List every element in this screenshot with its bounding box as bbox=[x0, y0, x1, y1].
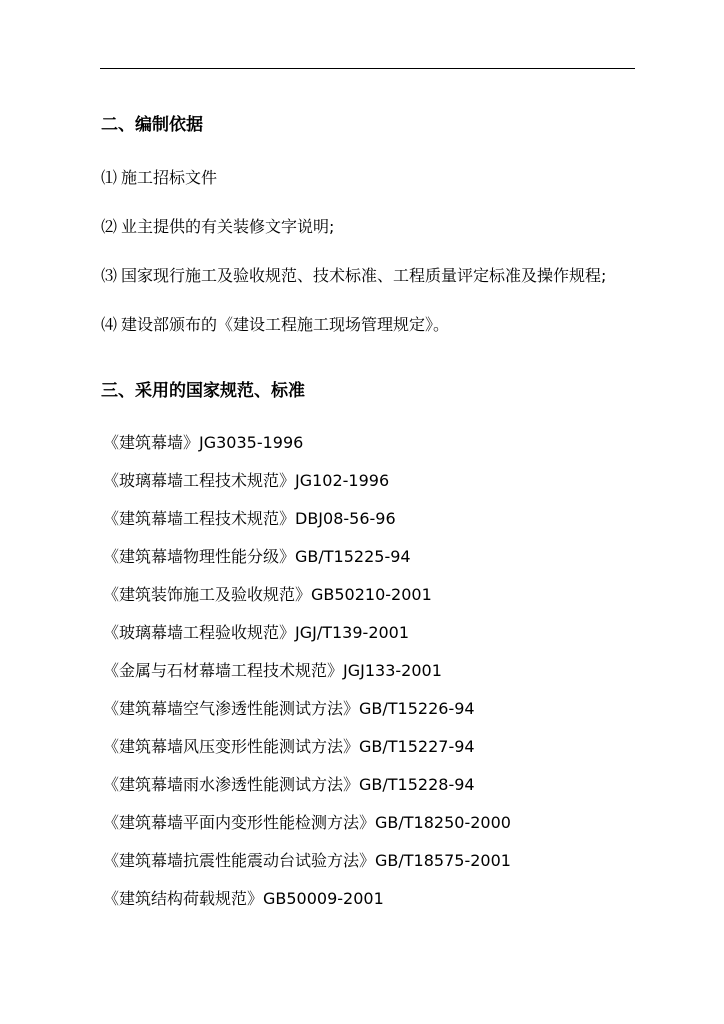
standard-item: 《建筑幕墙》JG3035-1996 bbox=[103, 433, 304, 452]
standard-item: 《建筑结构荷载规范》GB50009-2001 bbox=[103, 889, 384, 908]
standard-item: 《建筑幕墙风压变形性能测试方法》GB/T15227-94 bbox=[103, 737, 475, 756]
item-number: ⑷ bbox=[101, 315, 118, 334]
header-rule bbox=[100, 68, 635, 69]
section-heading-basis: 二、编制依据 bbox=[101, 115, 203, 135]
standard-item: 《玻璃幕墙工程技术规范》JG102-1996 bbox=[103, 471, 390, 490]
item-number: ⑶ bbox=[101, 266, 118, 285]
basis-item bbox=[101, 314, 449, 336]
standard-item: 《建筑幕墙工程技术规范》DBJ08-56-96 bbox=[103, 509, 396, 528]
item-number: ⑵ bbox=[101, 217, 118, 236]
item-text: 建设部颁布的《建设工程施工现场管理规定》。 bbox=[121, 315, 450, 334]
basis-item bbox=[101, 265, 606, 287]
standard-item: 《建筑幕墙物理性能分级》GB/T15225-94 bbox=[103, 547, 411, 566]
standard-item: 《玻璃幕墙工程验收规范》JGJ/T139-2001 bbox=[103, 623, 410, 642]
basis-item bbox=[101, 167, 217, 189]
section-heading-standards: 三、采用的国家规范、标准 bbox=[101, 381, 305, 401]
standard-item: 《建筑幕墙空气渗透性能测试方法》GB/T15226-94 bbox=[103, 699, 475, 718]
basis-item bbox=[101, 216, 334, 238]
standard-item: 《建筑装饰施工及验收规范》GB50210-2001 bbox=[103, 585, 432, 604]
standard-item: 《建筑幕墙抗震性能震动台试验方法》GB/T18575-2001 bbox=[103, 851, 511, 870]
item-text: 施工招标文件 bbox=[121, 168, 218, 187]
item-number: ⑴ bbox=[101, 168, 118, 187]
standard-item: 《建筑幕墙平面内变形性能检测方法》GB/T18250-2000 bbox=[103, 813, 511, 832]
item-text: 国家现行施工及验收规范、技术标准、工程质量评定标准及操作规程; bbox=[121, 266, 607, 285]
standard-item: 《建筑幕墙雨水渗透性能测试方法》GB/T15228-94 bbox=[103, 775, 475, 794]
standard-item: 《金属与石材幕墙工程技术规范》JGJ133-2001 bbox=[103, 661, 442, 680]
item-text: 业主提供的有关装修文字说明; bbox=[121, 217, 335, 236]
